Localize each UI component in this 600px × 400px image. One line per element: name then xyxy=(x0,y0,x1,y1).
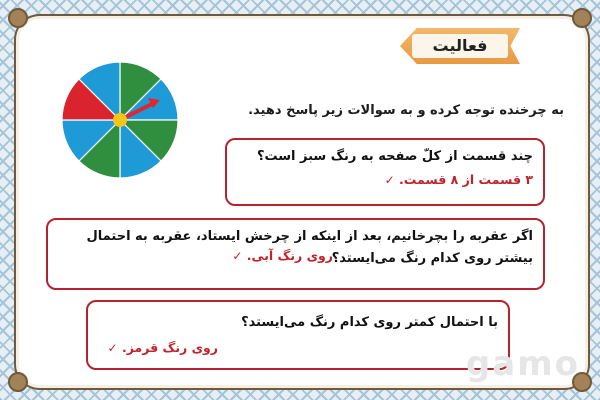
check-icon: ✓ xyxy=(384,173,395,187)
question-card-1 xyxy=(225,138,545,206)
color-spinner xyxy=(60,60,180,180)
title-banner xyxy=(400,28,520,64)
answer-text: روی رنگ آبی. xyxy=(246,248,333,263)
corner-rivet-icon xyxy=(572,8,592,28)
corner-rivet-icon xyxy=(8,8,28,28)
page-title: فعالیت xyxy=(412,34,508,58)
answer-text: روی رنگ قرمز. xyxy=(121,340,218,355)
answer-text: ۳ قسمت از ۸ قسمت. xyxy=(399,172,533,187)
instruction-text: به چرخنده توجه کرده و به سوالات زیر پاسخ دهید. xyxy=(248,103,564,118)
answer-line xyxy=(58,248,333,263)
spinner-hub-icon xyxy=(113,113,127,127)
corner-rivet-icon xyxy=(8,372,28,392)
check-icon: ✓ xyxy=(232,249,243,263)
question-card-2 xyxy=(46,218,545,290)
question-text: با احتمال کمتر روی کدام رنگ می‌ایستد؟ xyxy=(241,315,498,330)
question-card-3 xyxy=(86,300,510,370)
answer-line xyxy=(98,340,218,355)
watermark-logo: gamo xyxy=(465,344,580,384)
question-text: اگر عقربه را بچرخانیم، بعد از اینکه از چرخش ایستاد، عقربه به احتمال بیشتر روی کدام رنگ می‌ایستد؟ xyxy=(86,229,533,266)
question-text: چند قسمت از کلّ صفحه به رنگ سبز است؟ xyxy=(256,149,533,164)
check-icon: ✓ xyxy=(107,341,118,355)
answer-line xyxy=(237,172,533,187)
